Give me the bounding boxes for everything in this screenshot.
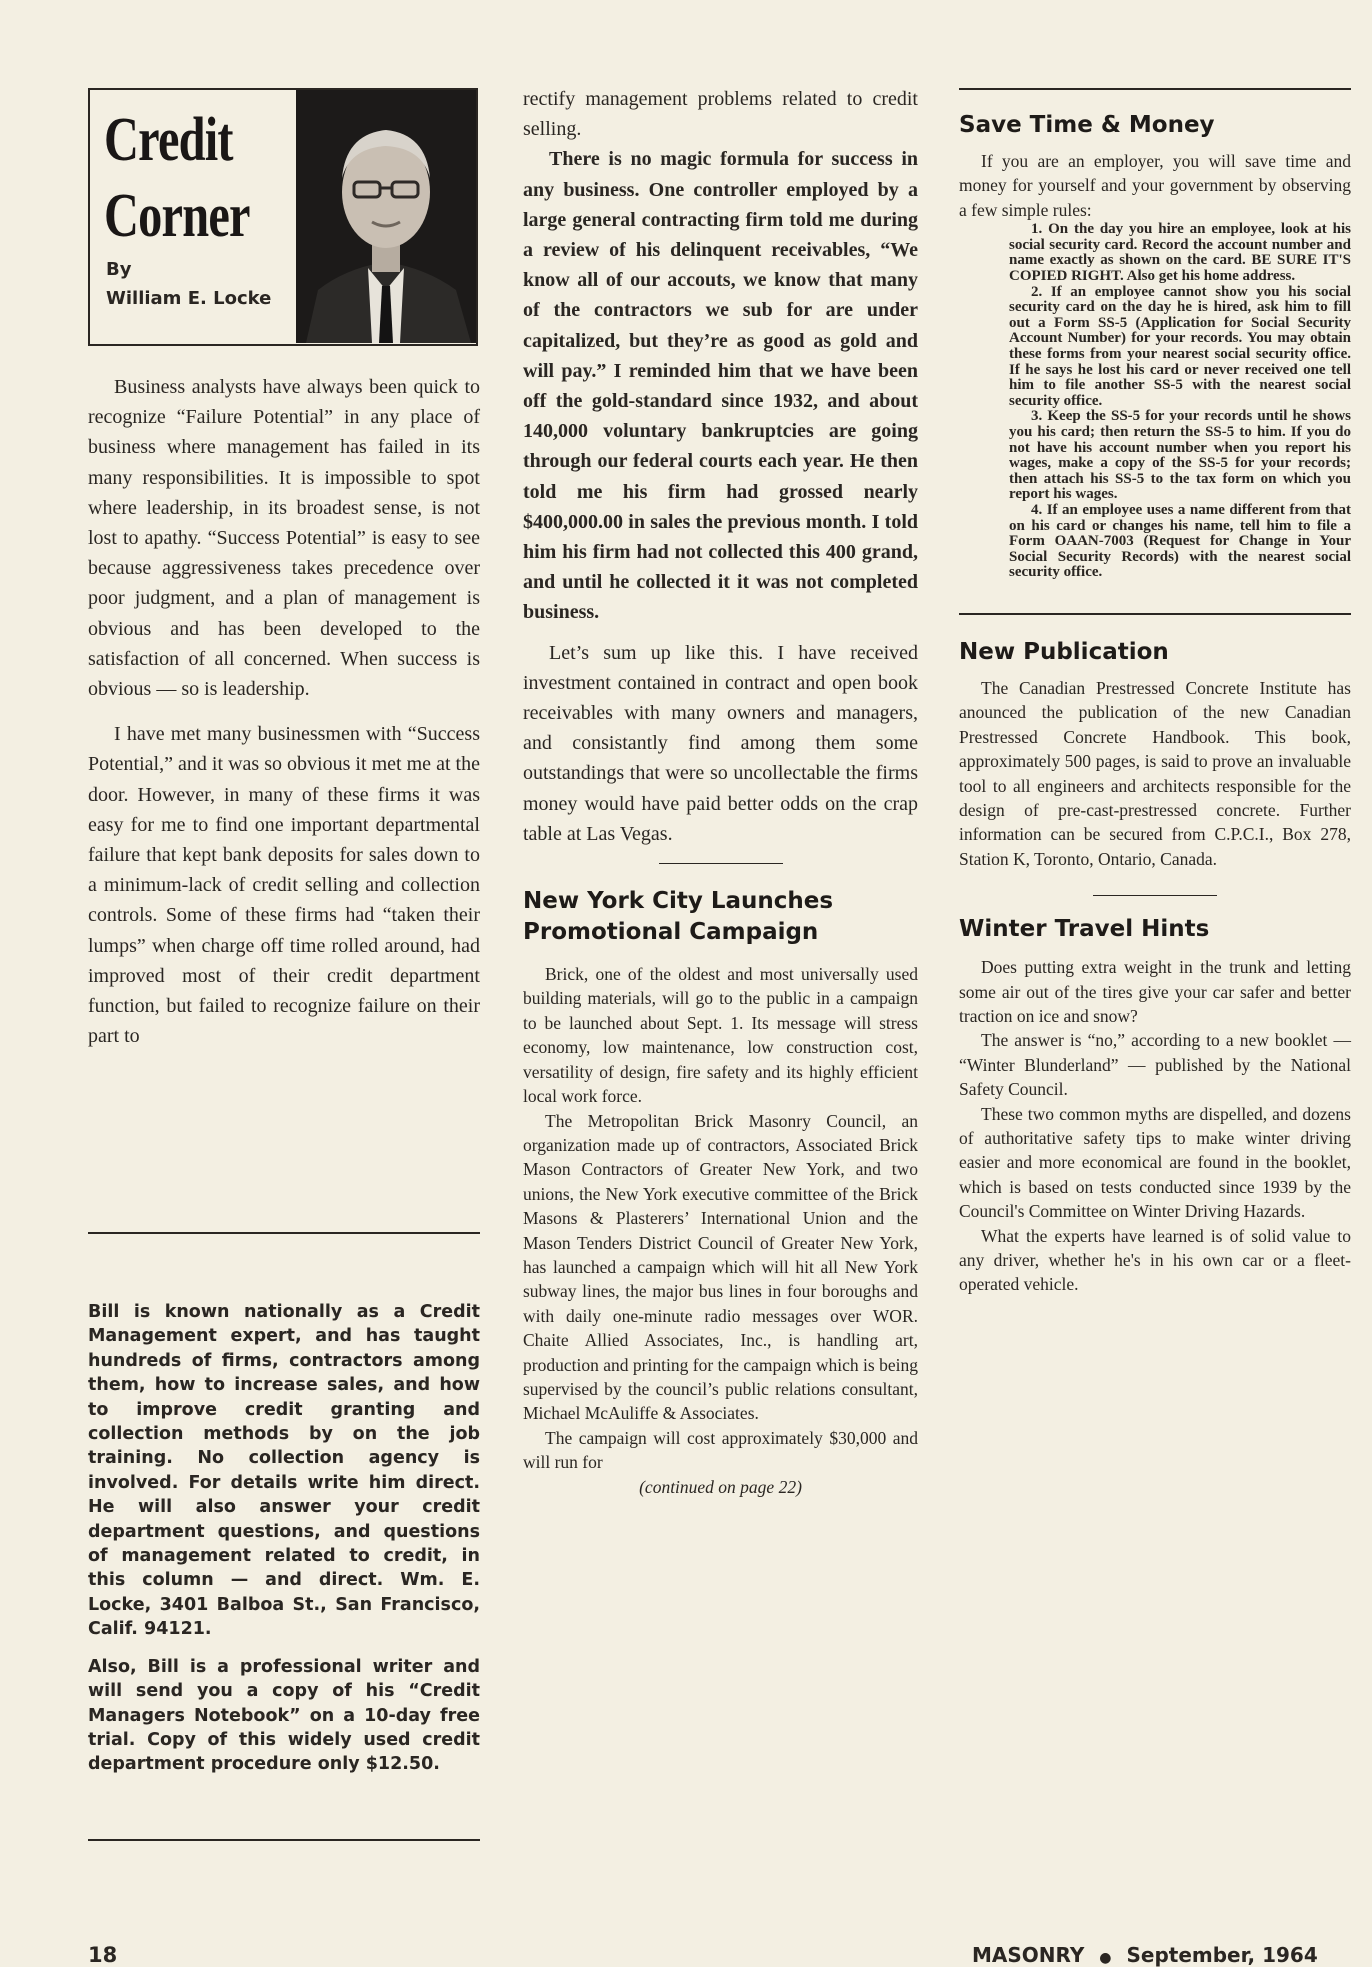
credit-corner-header <box>88 88 478 346</box>
column-2 <box>523 84 918 1499</box>
byline-by: By <box>106 259 132 280</box>
article-paragraph: The Metropolitan Brick Masonry Council, an organization made up of contractors, Associated Brick Mason Contractors of Greater New York, and two unions, the New York executive committee of the Brick Masons & Plasterers’ International Union and the Mason Tenders District Council of Greater New York, has launched a campaign which will hit all New York subway lines, the major bus lines in four boroughs and with daily one-minute radio messages over WOR. Chaite Allied Associates, Inc., is handling art, production and printing for the campaign which is being supervised by the council’s public relations consultant, Michael McAuliffe & Associates. <box>523 1110 918 1424</box>
headline-winter-travel: Winter Travel Hints <box>959 916 1210 943</box>
magazine-name: MASONRY <box>972 1943 1085 1967</box>
divider <box>88 1839 480 1841</box>
article-paragraph: rectify management problems related to credit selling. <box>523 88 918 141</box>
headline-save-time: Save Time & Money <box>959 112 1215 138</box>
running-footer <box>972 1943 1318 1967</box>
column-title <box>104 102 252 254</box>
byline-author: William E. Locke <box>106 288 272 309</box>
rule-item: 2. If an employee cannot show you his social security card on the day he is hired, ask him to fill out a Form SS-5 (Application for Social Security Account Number) for your records. You may obtain these forms from your nearest social security office. If he says he lost his card or never received one tell him to file another SS-5 with the nearest social security office. <box>1009 283 1351 409</box>
continued-note: (continued on page 22) <box>639 1476 802 1497</box>
article-paragraph: Brick, one of the oldest and most universally used building materials, will go to the public in a campaign to be launched about Sept. 1. Its message will stress economy, low maintenance, low construction cost, versatility of design, fire safety and its highly efficient local work force. <box>523 964 918 1107</box>
rule-item: 1. On the day you hire an employee, look at his social security card. Record the account number and name exactly as shown on the card. BE SURE IT'S COPIED RIGHT. Also get his home address. <box>1009 221 1351 284</box>
headline-new-publication: New Publication <box>959 638 1169 665</box>
article-paragraph: These two common myths are dispelled, and dozens of authoritative safety tips to make winter driving easier and more economical are found in the booklet, which is based on tests conducted since 1939 by the Council's Committee on Winter Driving Hazards. <box>959 1103 1351 1222</box>
title-line-2: Corner <box>104 182 250 250</box>
article-paragraph: Let’s sum up like this. I have received investment contained in contract and open book receivables with many owners and managers, and consistantly find among them some outstandings that were so uncollectable the firms money would have paid better odds on the crap table at Las Vegas. <box>523 641 918 845</box>
author-bio <box>88 1232 480 1841</box>
bio-paragraph: Also, Bill is a professional writer and will send you a copy of his “Credit Managers Notebook” on a 10-day free trial. Copy of this widely used credit department procedure only $12.50. <box>88 1656 480 1775</box>
article-paragraph: What the experts have learned is of solid value to any driver, whether he's in his own car or a fleet-operated vehicle. <box>959 1225 1351 1295</box>
rule-item: 4. If an employee uses a name different from that on his card or changes his name, tell him to file a Form OAAN-7003 (Request for Change in Your Social Security Records) with the nearest social security office. <box>1009 501 1351 581</box>
article-paragraph: The campaign will cost approximately $30,000 and will run for <box>523 1427 918 1473</box>
article-paragraph: I have met many businessmen with “Success Potential,” and it was so obvious it met me at the door. However, in many of these firms it was easy for me to find one important departmental failure that kept bank deposits for sales down to a minimum-lack of credit selling and collection controls. Some of these firms had “taken their lumps” when charge off time rolled around, had improved most of their credit department function, but failed to recognize failure on their part to <box>88 723 480 1048</box>
article-paragraph: The answer is “no,” according to a new booklet — “Winter Blunderland” — published by the National Safety Council. <box>959 1030 1351 1100</box>
title-line-1: Credit <box>104 106 233 174</box>
portrait-illustration <box>296 90 476 343</box>
column-1 <box>88 372 480 1051</box>
column-3 <box>959 88 1351 1297</box>
author-portrait <box>296 90 476 343</box>
rule-item: 3. Keep the SS-5 for your records until he shows you his card; then return the SS-5 to him. If you do not have his account number when you report his wages, make a copy of the SS-5 for your records; then attach his SS-5 to the tax form on which you report his wages. <box>1009 408 1351 503</box>
article-paragraph: The Canadian Prestressed Concrete Institute has anounced the publication of the new Canadian Prestressed Concrete Handbook. This book, approximately 500 pages, is said to prove an invaluable tool to all engineers and architects responsible for the design of pre-cast-prestressed concrete. Further information can be secured from C.P.C.I., Box 278, Station K, Toronto, Ontario, Canada. <box>959 677 1351 869</box>
headline-ny-campaign: New York City Launches Promotional Campaign <box>523 888 834 946</box>
issue-date: September, 1964 <box>1126 1943 1318 1967</box>
page-number: 18 <box>88 1943 118 1967</box>
byline <box>106 255 271 313</box>
bio-paragraph: Bill is known nationally as a Credit Management expert, and has taught hundreds of firms, contractors among them, how to increase sales, and how to improve credit granting and collection methods by on the job training. No collection agency is involved. For details write him direct. He will also answer your credit department questions, and questions of management related to credit, in this column — and direct. Wm. E. Locke, 3401 Balboa St., San Francisco, Calif. 94121. <box>88 1302 480 1640</box>
article-paragraph: There is no magic formula for success in any business. One controller employed by a large general contracting firm told me during a review of his delinquent receivables, “We know all of our accouts, we know that many of the contractors we sub for are under capitalized, but they’re as good as gold and will pay.” I reminded him that we have been off the gold-standard since 1932, and about 140,000 voluntary bankruptcies are going through our federal courts each year. He then told me his firm had grossed nearly $400,000.00 in sales the previous month. I told him his firm had not collected this 400 grand, and until he collected it it was not completed business. <box>523 148 918 624</box>
article-paragraph: Does putting extra weight in the trunk and letting some air out of the tires give your car safer and better traction on ice and snow? <box>959 957 1351 1026</box>
article-paragraph: If you are an employer, you will save time and money for yourself and your government by observing a few simple rules: <box>959 151 1351 220</box>
bullet-icon: ● <box>1099 1950 1112 1966</box>
article-paragraph: Business analysts have always been quick to recognize “Failure Potential” in any place of business where management has failed in its many responsibilities. It is impossible to spot where leadership, in its broadest sense, is not lost to apathy. “Success Potential” is easy to see because aggressiveness takes precedence over poor judgment, and a plan of management is obvious and has been developed to the satisfaction of all concerned. When success is obvious — so is leadership. <box>88 376 480 701</box>
